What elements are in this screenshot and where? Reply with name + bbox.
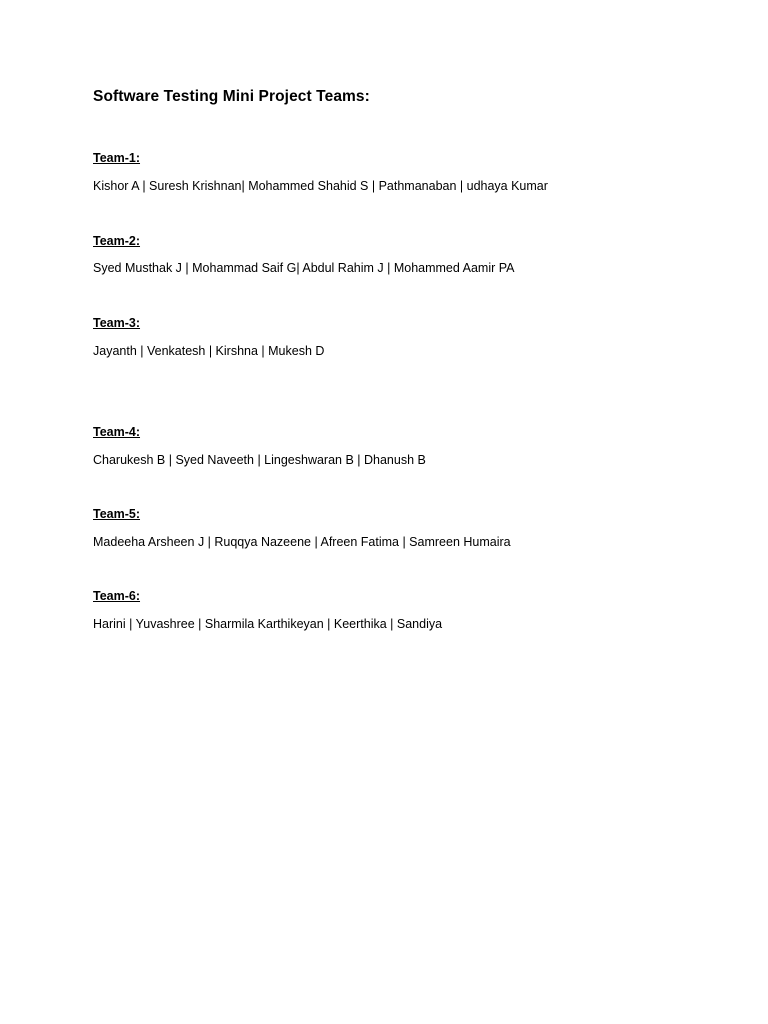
team-members: Harini | Yuvashree | Sharmila Karthikeyan | Keerthika | Sandiya <box>93 617 443 631</box>
team-heading: Team-1: <box>93 151 141 165</box>
team-members: Kishor A | Suresh Krishnan| Mohammed Shahid S | Pathmanaban | udhaya Kumar <box>93 179 548 193</box>
team-members: Charukesh B | Syed Naveeth | Lingeshwaran B | Dhanush B <box>93 453 426 467</box>
team-members: Madeeha Arsheen J | Ruqqya Nazeene | Afreen Fatima | Samreen Humaira <box>93 535 511 549</box>
team-members: Jayanth | Venkatesh | Kirshna | Mukesh D <box>93 344 325 358</box>
team-heading: Team-5: <box>93 507 141 521</box>
team-heading: Team-3: <box>93 316 141 330</box>
team-heading: Team-2: <box>93 234 141 248</box>
team-members: Syed Musthak J | Mohammad Saif G| Abdul Rahim J | Mohammed Aamir PA <box>93 261 515 275</box>
document-title: Software Testing Mini Project Teams: <box>93 88 370 105</box>
team-heading: Team-6: <box>93 589 141 603</box>
team-heading: Team-4: <box>93 425 141 439</box>
